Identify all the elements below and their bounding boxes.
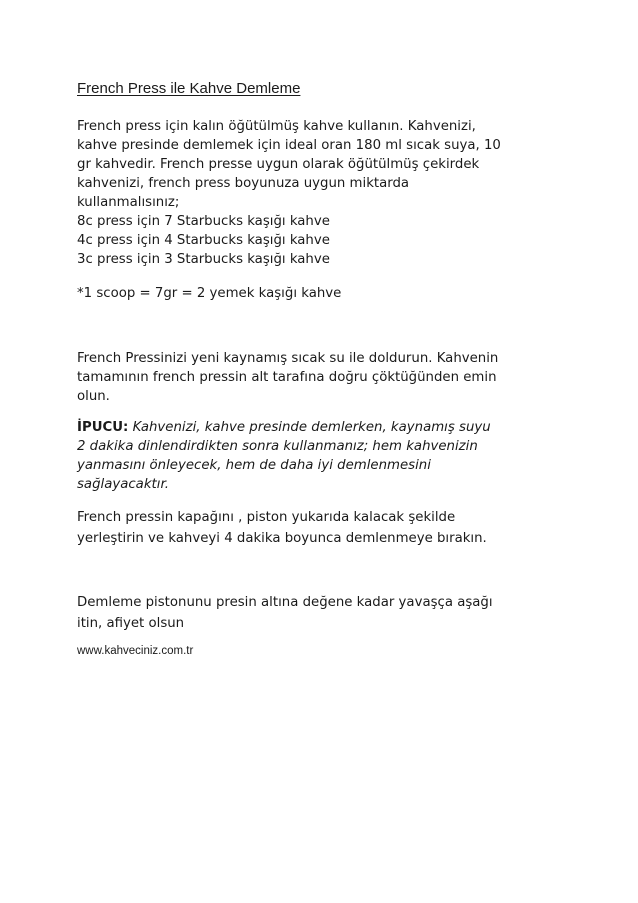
step1-line: olun.	[77, 389, 110, 404]
intro-paragraph	[77, 117, 577, 269]
scoop-note-text: *1 scoop = 7gr = 2 yemek kaşığı kahve	[77, 286, 342, 301]
document-title: French Press ile Kahve Demleme	[77, 80, 301, 97]
step1-line: tamamının french pressin alt tarafına doğru çöktüğünden emin	[77, 370, 497, 385]
intro-line: 8c press için 7 Starbucks kaşığı kahve	[77, 214, 330, 229]
tip-paragraph	[77, 418, 577, 494]
intro-line: 3c press için 3 Starbucks kaşığı kahve	[77, 252, 330, 267]
step1-paragraph	[77, 349, 577, 406]
tip-line: Kahvenizi, kahve presinde demlerken, kaynamış suyu	[128, 420, 491, 435]
intro-line: gr kahvedir. French presse uygun olarak öğütülmüş çekirdek	[77, 157, 480, 172]
scoop-note	[77, 284, 577, 303]
step2-line: yerleştirin ve kahveyi 4 dakika boyunca demlenmeye bırakın.	[77, 531, 487, 546]
step3-paragraph	[77, 592, 577, 634]
intro-line: French press için kalın öğütülmüş kahve kullanın. Kahvenizi,	[77, 119, 476, 134]
step2-line: French pressin kapağını , piston yukarıda kalacak şekilde	[77, 510, 456, 525]
tip-line: yanmasını önleyecek, hem de daha iyi demlenmesini	[77, 458, 431, 473]
step3-line: itin, afiyet olsun	[77, 616, 185, 631]
tip-line: sağlayacaktır.	[77, 477, 169, 492]
tip-label: İPUCU:	[77, 420, 129, 435]
website-url: www.kahveciniz.com.tr	[77, 645, 194, 657]
step1-line: French Pressinizi yeni kaynamış sıcak su ile doldurun. Kahvenin	[77, 351, 499, 366]
tip-line: 2 dakika dinlendirdikten sonra kullanmanız; hem kahvenizin	[77, 439, 478, 454]
intro-line: kullanmalısınız;	[77, 195, 180, 210]
tip-line-first	[77, 418, 577, 437]
intro-line: kahvenizi, french press boyunuza uygun miktarda	[77, 176, 410, 191]
step3-line: Demleme pistonunu presin altına değene kadar yavaşça aşağı	[77, 595, 493, 610]
intro-line: kahve presinde demlemek için ideal oran 180 ml sıcak suya, 10	[77, 138, 501, 153]
intro-line: 4c press için 4 Starbucks kaşığı kahve	[77, 233, 330, 248]
step2-paragraph	[77, 507, 577, 549]
